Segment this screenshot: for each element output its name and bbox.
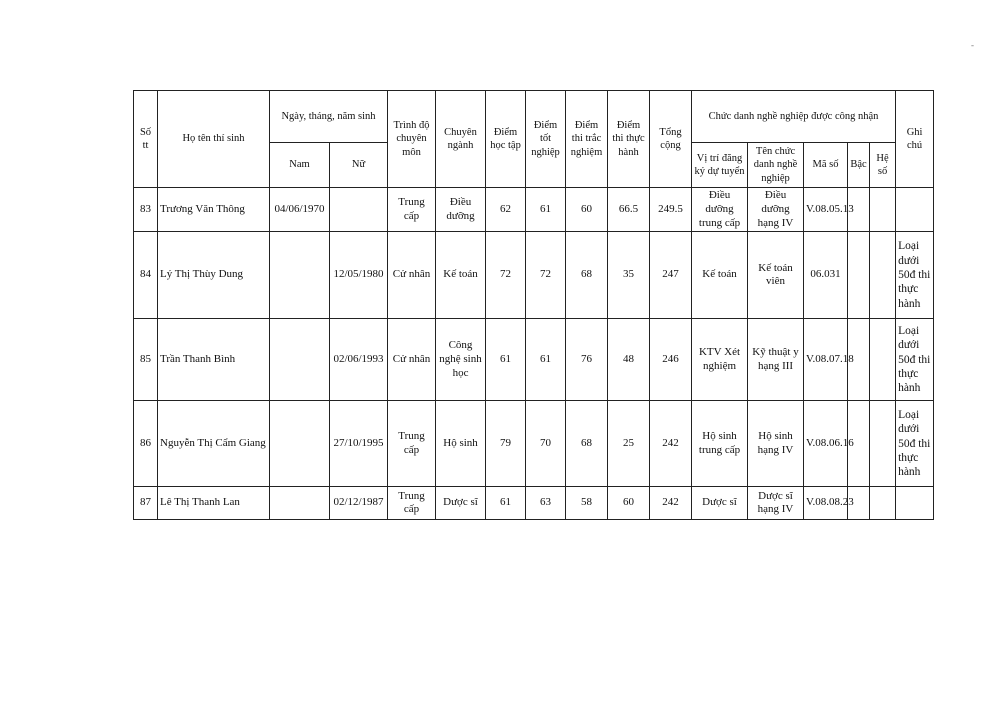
cell-ma-so: V.08.08.23 xyxy=(804,487,848,520)
header-vi-tri: Vị trí đăng ký dự tuyển xyxy=(692,143,748,188)
cell-trac-nghiem: 68 xyxy=(566,401,608,487)
cell-he-so xyxy=(870,401,896,487)
cell-ten-chuc-danh: Kế toán viên xyxy=(748,232,804,319)
cell-stt: 85 xyxy=(134,319,158,401)
cell-thuc-hanh: 35 xyxy=(608,232,650,319)
cell-hoc-tap: 79 xyxy=(486,401,526,487)
cell-trinh-do: Cử nhân xyxy=(388,319,436,401)
cell-tong: 247 xyxy=(650,232,692,319)
cell-hoc-tap: 72 xyxy=(486,232,526,319)
cell-hoc-tap: 62 xyxy=(486,188,526,232)
cell-ten-chuc-danh: Hộ sinh hạng IV xyxy=(748,401,804,487)
cell-nu: 27/10/1995 xyxy=(330,401,388,487)
cell-nam xyxy=(270,319,330,401)
cell-tot-nghiep: 61 xyxy=(526,188,566,232)
cell-stt: 86 xyxy=(134,401,158,487)
cell-hoc-tap: 61 xyxy=(486,319,526,401)
cell-ho-ten: Lê Thị Thanh Lan xyxy=(158,487,270,520)
cell-hoc-tap: 61 xyxy=(486,487,526,520)
cell-ho-ten: Lý Thị Thùy Dung xyxy=(158,232,270,319)
candidate-results-table xyxy=(133,90,934,520)
cell-nu: 02/12/1987 xyxy=(330,487,388,520)
cell-vi-tri: KTV Xét nghiệm xyxy=(692,319,748,401)
cell-tot-nghiep: 70 xyxy=(526,401,566,487)
header-nu: Nữ xyxy=(330,143,388,188)
table-row xyxy=(134,232,934,319)
header-tong-cong: Tổng cộng xyxy=(650,91,692,188)
cell-he-so xyxy=(870,232,896,319)
cell-vi-tri: Kế toán xyxy=(692,232,748,319)
cell-stt: 84 xyxy=(134,232,158,319)
cell-trac-nghiem: 68 xyxy=(566,232,608,319)
header-nam: Nam xyxy=(270,143,330,188)
cell-chuyen-nganh: Điều dưỡng xyxy=(436,188,486,232)
cell-tong: 242 xyxy=(650,487,692,520)
table-row xyxy=(134,401,934,487)
cell-vi-tri: Hộ sinh trung cấp xyxy=(692,401,748,487)
header-diem-tot-nghiep: Điểm tốt nghiệp xyxy=(526,91,566,188)
header-diem-hoc-tap: Điểm học tập xyxy=(486,91,526,188)
cell-trac-nghiem: 58 xyxy=(566,487,608,520)
cell-tot-nghiep: 63 xyxy=(526,487,566,520)
cell-ghi-chu: Loại dưới 50đ thi thực hành xyxy=(896,401,934,487)
cell-ho-ten: Trần Thanh Bình xyxy=(158,319,270,401)
cell-chuyen-nganh: Công nghệ sinh học xyxy=(436,319,486,401)
cell-thuc-hanh: 66.5 xyxy=(608,188,650,232)
cell-ghi-chu: Loại dưới 50đ thi thực hành xyxy=(896,319,934,401)
cell-ma-so: V.08.05.13 xyxy=(804,188,848,232)
cell-tong: 242 xyxy=(650,401,692,487)
cell-nu xyxy=(330,188,388,232)
cell-vi-tri: Điều dưỡng trung cấp xyxy=(692,188,748,232)
cell-trac-nghiem: 60 xyxy=(566,188,608,232)
cell-trinh-do: Trung cấp xyxy=(388,401,436,487)
cell-chuyen-nganh: Dược sĩ xyxy=(436,487,486,520)
header-bac: Bậc xyxy=(848,143,870,188)
cell-nam xyxy=(270,232,330,319)
cell-nam xyxy=(270,487,330,520)
cell-nu: 02/06/1993 xyxy=(330,319,388,401)
cell-thuc-hanh: 60 xyxy=(608,487,650,520)
cell-nam: 04/06/1970 xyxy=(270,188,330,232)
cell-trinh-do: Cử nhân xyxy=(388,232,436,319)
cell-he-so xyxy=(870,319,896,401)
header-ho-ten: Họ tên thí sinh xyxy=(158,91,270,188)
cell-ma-so: V.08.06.16 xyxy=(804,401,848,487)
cell-ten-chuc-danh: Kỹ thuật y hạng III xyxy=(748,319,804,401)
cell-stt: 83 xyxy=(134,188,158,232)
cell-tot-nghiep: 61 xyxy=(526,319,566,401)
header-row-1 xyxy=(134,91,934,143)
cell-bac xyxy=(848,232,870,319)
header-ma-so: Mã số xyxy=(804,143,848,188)
cell-tong: 249.5 xyxy=(650,188,692,232)
cell-ten-chuc-danh: Dược sĩ hạng IV xyxy=(748,487,804,520)
cell-ten-chuc-danh: Điều dưỡng hạng IV xyxy=(748,188,804,232)
cell-thuc-hanh: 48 xyxy=(608,319,650,401)
cell-ma-so: 06.031 xyxy=(804,232,848,319)
cell-ghi-chu xyxy=(896,487,934,520)
cell-chuyen-nganh: Kế toán xyxy=(436,232,486,319)
header-he-so: Hệ số xyxy=(870,143,896,188)
cell-ghi-chu xyxy=(896,188,934,232)
header-diem-thuc-hanh: Điểm thi thực hành xyxy=(608,91,650,188)
cell-trac-nghiem: 76 xyxy=(566,319,608,401)
cell-ho-ten: Trương Văn Thông xyxy=(158,188,270,232)
cell-he-so xyxy=(870,487,896,520)
cell-tong: 246 xyxy=(650,319,692,401)
table-row xyxy=(134,319,934,401)
header-chuyen-nganh: Chuyên ngành xyxy=(436,91,486,188)
cell-stt: 87 xyxy=(134,487,158,520)
cell-trinh-do: Trung cấp xyxy=(388,487,436,520)
header-diem-trac-nghiem: Điểm thi trắc nghiệm xyxy=(566,91,608,188)
cell-trinh-do: Trung cấp xyxy=(388,188,436,232)
table-row xyxy=(134,487,934,520)
header-ten-chuc-danh: Tên chức danh nghề nghiệp xyxy=(748,143,804,188)
cell-ho-ten: Nguyễn Thị Cẩm Giang xyxy=(158,401,270,487)
cell-vi-tri: Dược sĩ xyxy=(692,487,748,520)
cell-tot-nghiep: 72 xyxy=(526,232,566,319)
header-stt: Số tt xyxy=(134,91,158,188)
header-trinh-do: Trình độ chuyên môn xyxy=(388,91,436,188)
header-ngay-sinh: Ngày, tháng, năm sinh xyxy=(270,91,388,143)
cell-chuyen-nganh: Hộ sinh xyxy=(436,401,486,487)
cell-nam xyxy=(270,401,330,487)
cell-thuc-hanh: 25 xyxy=(608,401,650,487)
cell-nu: 12/05/1980 xyxy=(330,232,388,319)
table-row xyxy=(134,188,934,232)
header-chuc-danh: Chức danh nghề nghiệp được công nhận xyxy=(692,91,896,143)
cell-ma-so: V.08.07.18 xyxy=(804,319,848,401)
header-ghi-chu: Ghi chú xyxy=(896,91,934,188)
cell-he-so xyxy=(870,188,896,232)
scan-mark: - xyxy=(971,40,974,50)
cell-ghi-chu: Loại dưới 50đ thi thực hành xyxy=(896,232,934,319)
